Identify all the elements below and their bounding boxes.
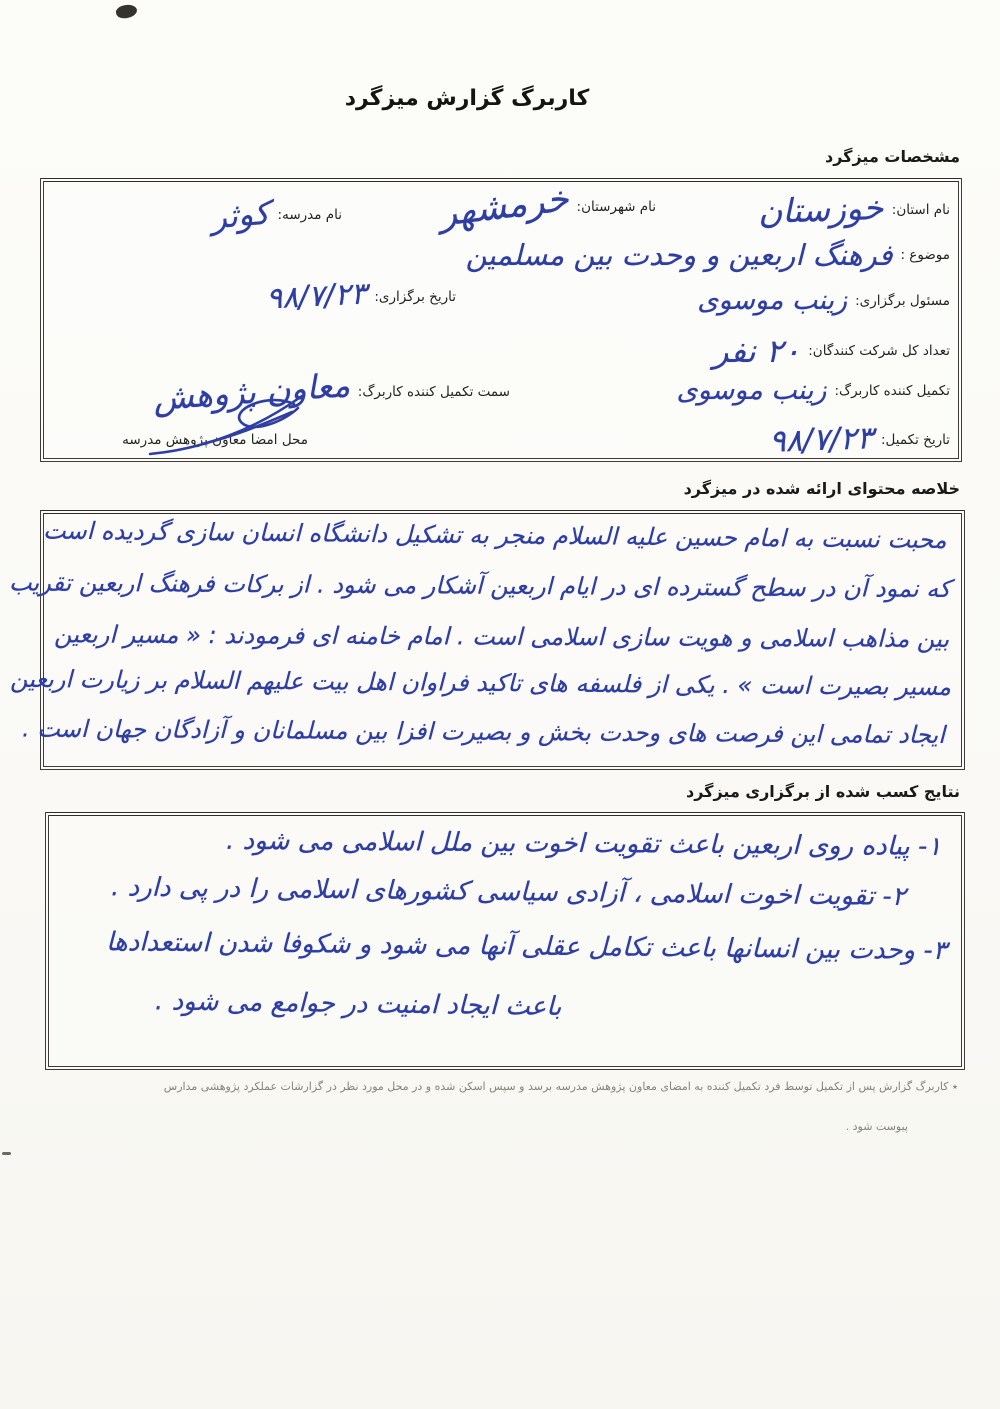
summary-line: بین مذاهب اسلامی و هویت سازی اسلامی است . امام خامنه ای فرمودند : « مسیر اربعین	[53, 620, 950, 653]
completed-by-label: تکمیل کننده کاربرگ:	[834, 382, 950, 399]
event-date-value: ۹۸/۷/۲۳	[264, 276, 368, 317]
position-value: معاون پژوهش	[151, 365, 351, 418]
subject-value: فرهنگ اربعین و وحدت بین مسلمین	[465, 238, 893, 272]
signature-place-label: محل امضا معاون پژوهش مدرسه	[122, 432, 308, 448]
county-field	[436, 178, 656, 235]
completed-by-value: زینب موسوی	[676, 375, 827, 406]
school-value: کوثر	[209, 193, 272, 237]
footnote-line-2: پیوست شود .	[845, 1120, 908, 1133]
school-field	[209, 193, 342, 237]
completion-date-field	[769, 422, 950, 458]
summary-line: که نمود آن در سطح گسترده ای در ایام اربعین آشکار می شود . از برکات فرهنگ اربعین تقریب	[9, 568, 952, 603]
organizer-field	[697, 285, 950, 316]
scan-edge-mark	[2, 1152, 11, 1155]
specs-section-heading: مشخصات میزگرد	[825, 147, 960, 166]
summary-line: مسیر بصیرت است » . یکی از فلسفه های تاکید فراوان اهل بیت علیهم السلام بر زیارت اربعین	[9, 664, 952, 701]
subject-label: موضوع :	[900, 247, 950, 263]
summary-line: محبت نسبت به امام حسین علیه السلام منجر به تشکیل دانشگاه انسان سازی گردیده است	[43, 516, 948, 554]
organizer-value: زینب موسوی	[697, 285, 848, 316]
results-line: باعث ایجاد امنیت در جوامع می شود .	[154, 986, 562, 1022]
participants-field	[713, 332, 950, 370]
results-line: ۲- تقویت اخوت اسلامی ، آزادی سیاسی کشورهای اسلامی را در پی دارد .	[111, 872, 907, 912]
page-title: کاربرگ گزارش میزگرد	[344, 86, 590, 111]
results-box	[45, 812, 965, 1070]
organizer-label: مسئول برگزاری:	[855, 292, 950, 309]
completion-date-label: تاریخ تکمیل:	[880, 432, 950, 448]
footnote-line-1: ٭ کاربرگ گزارش پس از تکمیل توسط فرد تکمیل کننده به امضای معاون پژوهش مدرسه برسد و سپس اسکن شده و در محل مورد نظر در گزارشات عملکرد پژوهشی مدارس	[163, 1080, 958, 1093]
participants-value: ۲۰ نفر	[712, 332, 801, 370]
subject-field	[466, 238, 950, 272]
school-label: نام مدرسه:	[277, 207, 342, 223]
summary-box	[9, 510, 965, 770]
summary-line: ایجاد تمامی این فرصت های وحدت بخش و بصیرت افزا بین مسلمانان و آزادگان جهان است .	[22, 714, 946, 749]
scan-speck	[115, 3, 139, 21]
province-value: خوزستان	[757, 187, 885, 232]
province-field	[757, 187, 950, 232]
results-line: ۱- پیاده روی اربعین باعث تقویت اخوت بین ملل اسلامی می شود .	[225, 825, 942, 862]
completion-date-value: ۹۸/۷/۲۳	[768, 420, 874, 460]
results-line: ۳- وحدت بین انسانها باعث تکامل عقلی آنها می شود و شکوفا شدن استعدادها	[106, 927, 948, 966]
results-section-heading: نتایج کسب شده از برگزاری میزگرد	[685, 782, 960, 801]
event-date-field	[264, 276, 456, 317]
county-value: خرمشهر	[436, 178, 571, 235]
specs-box	[40, 178, 962, 462]
participants-label: تعداد کل شرکت کنندگان:	[808, 343, 950, 359]
position-label: سمت تکمیل کننده کاربرگ:	[357, 383, 510, 400]
summary-section-heading: خلاصه محتوای ارائه شده در میزگرد	[683, 479, 960, 498]
province-label: نام استان:	[891, 201, 950, 218]
county-label: نام شهرستان:	[576, 198, 656, 215]
signature-scribble	[144, 390, 319, 460]
event-date-label: تاریخ برگزاری:	[374, 288, 456, 305]
completed-by-field	[677, 375, 950, 406]
